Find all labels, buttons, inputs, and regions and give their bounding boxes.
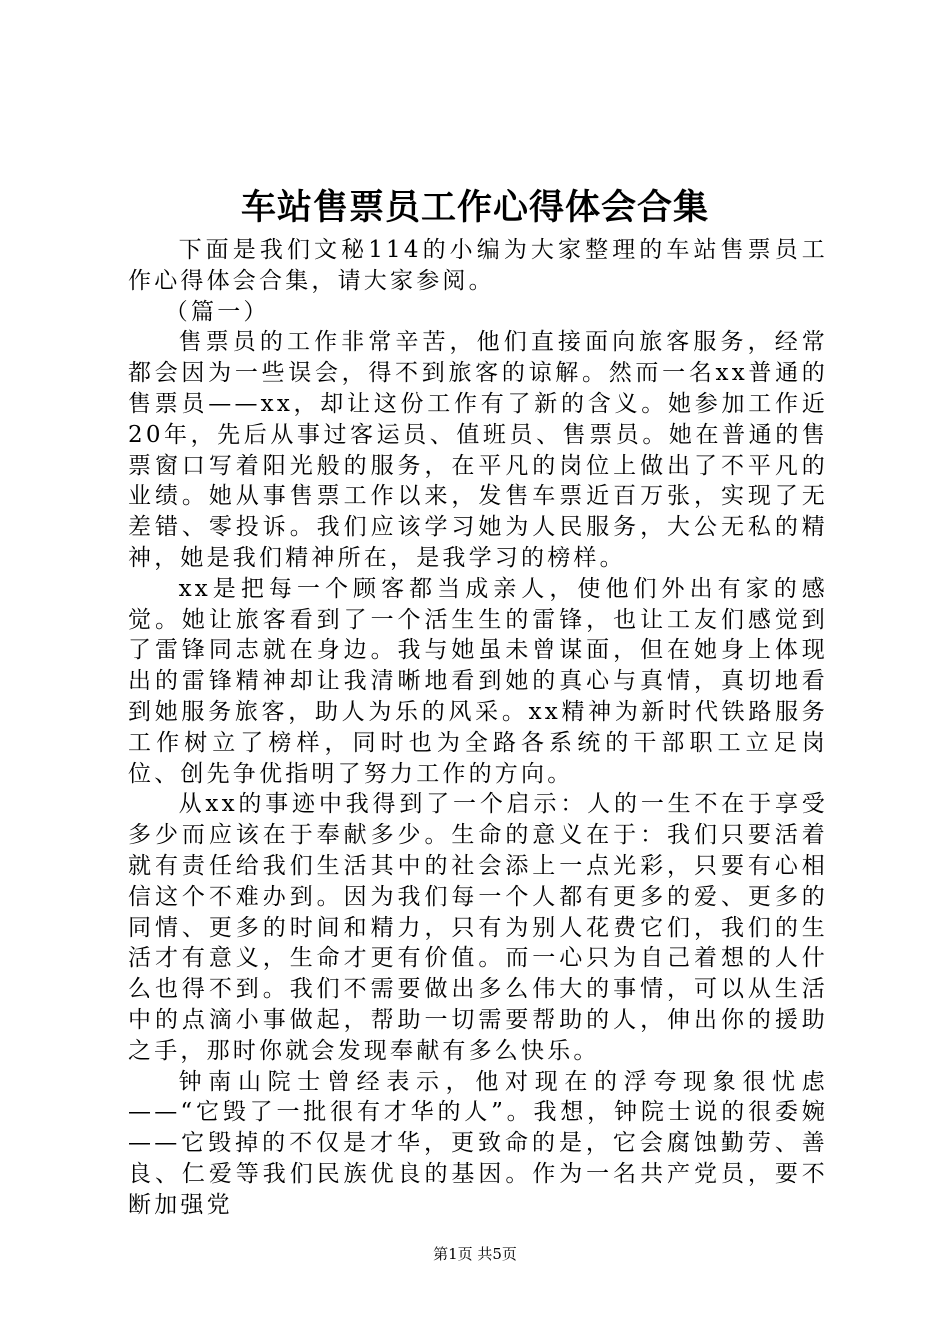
document-body bbox=[128, 235, 828, 1221]
body-paragraph: 钟南山院士曾经表示，他对现在的浮夸现象很忧虑——“它毁了一批很有才华的人”。我想，钟院士说的很委婉——它毁掉的不仅是才华，更致命的是，它会腐蚀勤劳、善良、仁爱等我们民族优良的基因。作为一名共产党员，要不断加强党 bbox=[128, 1068, 828, 1218]
section-heading: （篇一） bbox=[164, 298, 270, 325]
body-paragraph: 从xx的事迹中我得到了一个启示：人的一生不在于享受多少而应该在于奉献多少。生命的意义在于：我们只要活着就有责任给我们生活其中的社会添上一点光彩，只要有心相信这个不难办到。因为我们每一个人都有更多的爱、更多的同情、更多的时间和精力，只有为别人花费它们，我们的生活才有意义，生命才更有价值。而一心只为自己着想的人什么也得不到。我们不需要做出多么伟大的事情，可以从生活中的点滴小事做起，帮助一切需要帮助的人，伸出你的援助之手，那时你就会发现奉献有多么快乐。 bbox=[128, 791, 828, 1064]
body-paragraph: xx是把每一个顾客都当成亲人，使他们外出有家的感觉。她让旅客看到了一个活生生的雷锋，也让工友们感觉到了雷锋同志就在身边。我与她虽未曾谋面，但在她身上体现出的雷锋精神却让我清晰地看到她的真心与真情，真切地看到她服务旅客，助人为乐的风采。xx精神为新时代铁路服务工作树立了榜样，同时也为全路各系统的干部职工立足岗位、创先争优指明了努力工作的方向。 bbox=[128, 575, 828, 787]
document-title: 车站售票员工作心得体会合集 bbox=[240, 187, 709, 228]
page-footer: 第1页 共5页 bbox=[433, 1245, 517, 1263]
intro-paragraph: 下面是我们文秘114的小编为大家整理的车站售票员工作心得体会合集，请大家参阅。 bbox=[128, 237, 828, 294]
body-paragraph: 售票员的工作非常辛苦，他们直接面向旅客服务，经常都会因为一些误会，得不到旅客的谅解。然而一名xx普通的售票员——xx，却让这份工作有了新的含义。她参加工作近20年，先后从事过客运员、值班员、售票员。她在普通的售票窗口写着阳光般的服务，在平凡的岗位上做出了不平凡的业绩。她从事售票工作以来，发售车票近百万张，实现了无差错、零投诉。我们应该学习她为人民服务，大公无私的精神，她是我们精神所在，是我学习的榜样。 bbox=[128, 329, 828, 571]
